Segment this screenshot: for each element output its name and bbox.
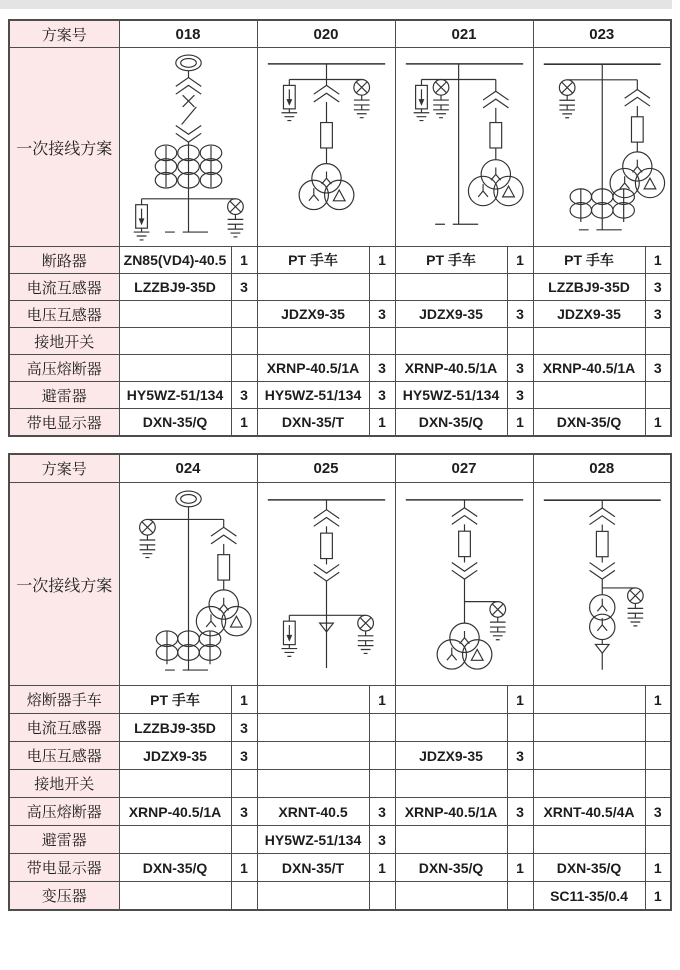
qty-cell: 1 bbox=[369, 854, 395, 882]
equipment-label: 电流互感器 bbox=[9, 714, 119, 742]
scheme-number-021: 021 bbox=[395, 20, 533, 48]
model-cell: PT 手车 bbox=[119, 686, 231, 714]
qty-cell bbox=[369, 714, 395, 742]
qty-cell: 1 bbox=[645, 409, 671, 437]
model-cell bbox=[395, 686, 507, 714]
qty-cell: 1 bbox=[369, 247, 395, 274]
model-cell: JDZX9-35 bbox=[119, 742, 231, 770]
model-cell: DXN-35/Q bbox=[533, 409, 645, 437]
model-cell: LZZBJ9-35D bbox=[119, 714, 231, 742]
model-cell: HY5WZ-51/134 bbox=[395, 382, 507, 409]
qty-cell bbox=[231, 301, 257, 328]
qty-cell bbox=[369, 882, 395, 911]
qty-cell: 1 bbox=[507, 247, 533, 274]
equipment-label: 熔断器手车 bbox=[9, 686, 119, 714]
model-cell: DXN-35/Q bbox=[533, 854, 645, 882]
model-cell: ZN85(VD4)-40.5 bbox=[119, 247, 231, 274]
equipment-label: 避雷器 bbox=[9, 382, 119, 409]
qty-cell: 3 bbox=[231, 382, 257, 409]
model-cell: XRNP-40.5/1A bbox=[119, 798, 231, 826]
qty-cell bbox=[231, 826, 257, 854]
equipment-label: 接地开关 bbox=[9, 770, 119, 798]
equipment-row bbox=[9, 798, 671, 826]
qty-cell: 1 bbox=[645, 247, 671, 274]
equipment-row bbox=[9, 355, 671, 382]
model-cell bbox=[533, 686, 645, 714]
qty-cell bbox=[369, 274, 395, 301]
model-cell: XRNP-40.5/1A bbox=[533, 355, 645, 382]
scheme-number-024: 024 bbox=[119, 454, 257, 483]
model-cell bbox=[119, 770, 231, 798]
qty-cell: 1 bbox=[507, 686, 533, 714]
model-cell bbox=[119, 301, 231, 328]
model-cell bbox=[257, 714, 369, 742]
equipment-row bbox=[9, 826, 671, 854]
model-cell bbox=[395, 714, 507, 742]
qty-cell: 3 bbox=[231, 274, 257, 301]
qty-cell bbox=[231, 882, 257, 911]
equipment-row bbox=[9, 301, 671, 328]
scheme-table-top bbox=[8, 19, 672, 437]
model-cell bbox=[119, 826, 231, 854]
equipment-row bbox=[9, 770, 671, 798]
model-cell: HY5WZ-51/134 bbox=[119, 382, 231, 409]
equipment-label: 接地开关 bbox=[9, 328, 119, 355]
model-cell bbox=[119, 328, 231, 355]
model-cell bbox=[257, 274, 369, 301]
model-cell bbox=[395, 882, 507, 911]
equipment-label: 电压互感器 bbox=[9, 742, 119, 770]
qty-cell: 3 bbox=[507, 798, 533, 826]
model-cell bbox=[257, 882, 369, 911]
equipment-label: 高压熔断器 bbox=[9, 798, 119, 826]
model-cell bbox=[119, 882, 231, 911]
equipment-row bbox=[9, 854, 671, 882]
model-cell bbox=[119, 355, 231, 382]
model-cell bbox=[395, 770, 507, 798]
equipment-row bbox=[9, 328, 671, 355]
qty-cell bbox=[645, 770, 671, 798]
equipment-label: 电流互感器 bbox=[9, 274, 119, 301]
qty-cell: 1 bbox=[645, 882, 671, 911]
model-cell bbox=[257, 770, 369, 798]
qty-cell: 1 bbox=[507, 854, 533, 882]
qty-cell: 1 bbox=[645, 686, 671, 714]
scheme-number-023: 023 bbox=[533, 20, 671, 48]
equipment-row bbox=[9, 409, 671, 437]
qty-cell: 1 bbox=[369, 409, 395, 437]
diagram-cell-028 bbox=[533, 483, 671, 686]
scheme-018-diagram bbox=[122, 48, 255, 246]
model-cell: JDZX9-35 bbox=[395, 301, 507, 328]
qty-cell: 1 bbox=[507, 409, 533, 437]
diagram-row bbox=[9, 48, 671, 247]
model-cell: LZZBJ9-35D bbox=[533, 274, 645, 301]
model-cell bbox=[257, 686, 369, 714]
scheme-number-020: 020 bbox=[257, 20, 395, 48]
diagram-row bbox=[9, 483, 671, 686]
equipment-row bbox=[9, 882, 671, 911]
model-cell bbox=[257, 742, 369, 770]
diagram-cell-021 bbox=[395, 48, 533, 247]
qty-cell bbox=[231, 328, 257, 355]
qty-cell: 1 bbox=[231, 247, 257, 274]
qty-cell bbox=[369, 742, 395, 770]
diagram-cell-018 bbox=[119, 48, 257, 247]
model-cell: DXN-35/Q bbox=[119, 409, 231, 437]
qty-cell: 3 bbox=[231, 742, 257, 770]
equipment-row bbox=[9, 274, 671, 301]
diagram-cell-020 bbox=[257, 48, 395, 247]
model-cell: DXN-35/Q bbox=[119, 854, 231, 882]
model-cell: PT 手车 bbox=[257, 247, 369, 274]
qty-cell bbox=[645, 382, 671, 409]
model-cell: DXN-35/Q bbox=[395, 409, 507, 437]
qty-cell: 3 bbox=[231, 714, 257, 742]
qty-cell: 3 bbox=[645, 301, 671, 328]
qty-cell: 3 bbox=[231, 798, 257, 826]
qty-cell: 3 bbox=[645, 355, 671, 382]
equipment-label: 避雷器 bbox=[9, 826, 119, 854]
scheme-table-bottom bbox=[8, 453, 672, 911]
qty-cell: 3 bbox=[645, 798, 671, 826]
model-cell: XRNP-40.5/1A bbox=[395, 798, 507, 826]
qty-cell bbox=[369, 770, 395, 798]
diagram-cell-025 bbox=[257, 483, 395, 686]
equipment-row bbox=[9, 247, 671, 274]
qty-cell: 1 bbox=[645, 854, 671, 882]
qty-cell: 3 bbox=[507, 742, 533, 770]
scheme-number-027: 027 bbox=[395, 454, 533, 483]
model-cell: HY5WZ-51/134 bbox=[257, 826, 369, 854]
qty-cell: 1 bbox=[231, 854, 257, 882]
model-cell: DXN-35/Q bbox=[395, 854, 507, 882]
scheme-no-header: 方案号 bbox=[9, 20, 119, 48]
scheme-number-025: 025 bbox=[257, 454, 395, 483]
qty-cell: 3 bbox=[507, 301, 533, 328]
model-cell: XRNT-40.5/4A bbox=[533, 798, 645, 826]
model-cell: JDZX9-35 bbox=[533, 301, 645, 328]
model-cell: SC11-35/0.4 bbox=[533, 882, 645, 911]
model-cell bbox=[395, 826, 507, 854]
qty-cell bbox=[369, 328, 395, 355]
qty-cell: 3 bbox=[507, 355, 533, 382]
equipment-label: 高压熔断器 bbox=[9, 355, 119, 382]
model-cell: XRNT-40.5 bbox=[257, 798, 369, 826]
equipment-label: 变压器 bbox=[9, 882, 119, 911]
scheme-header-row bbox=[9, 454, 671, 483]
model-cell: PT 手车 bbox=[395, 247, 507, 274]
catalog-page bbox=[0, 9, 680, 911]
model-cell bbox=[395, 274, 507, 301]
scheme-023-diagram bbox=[536, 48, 669, 246]
qty-cell bbox=[507, 714, 533, 742]
model-cell: DXN-35/T bbox=[257, 854, 369, 882]
model-cell: XRNP-40.5/1A bbox=[257, 355, 369, 382]
scheme-020-diagram bbox=[260, 48, 393, 246]
diagram-cell-024 bbox=[119, 483, 257, 686]
qty-cell: 1 bbox=[369, 686, 395, 714]
model-cell: XRNP-40.5/1A bbox=[395, 355, 507, 382]
qty-cell bbox=[231, 770, 257, 798]
qty-cell bbox=[507, 274, 533, 301]
page-top-strip bbox=[0, 0, 672, 9]
model-cell bbox=[533, 328, 645, 355]
model-cell: JDZX9-35 bbox=[257, 301, 369, 328]
model-cell bbox=[257, 328, 369, 355]
qty-cell bbox=[507, 882, 533, 911]
model-cell bbox=[533, 770, 645, 798]
qty-cell bbox=[645, 826, 671, 854]
qty-cell bbox=[507, 826, 533, 854]
qty-cell: 3 bbox=[507, 382, 533, 409]
qty-cell bbox=[507, 328, 533, 355]
scheme-header-row bbox=[9, 20, 671, 48]
equipment-label: 电压互感器 bbox=[9, 301, 119, 328]
model-cell: JDZX9-35 bbox=[395, 742, 507, 770]
model-cell bbox=[533, 382, 645, 409]
qty-cell: 3 bbox=[369, 382, 395, 409]
qty-cell bbox=[507, 770, 533, 798]
qty-cell bbox=[645, 742, 671, 770]
diagram-row-label: 一次接线方案 bbox=[9, 48, 119, 247]
scheme-025-diagram bbox=[260, 484, 393, 684]
scheme-027-diagram bbox=[398, 484, 531, 684]
equipment-label: 带电显示器 bbox=[9, 409, 119, 437]
qty-cell bbox=[645, 328, 671, 355]
qty-cell: 3 bbox=[369, 798, 395, 826]
qty-cell: 3 bbox=[369, 301, 395, 328]
equipment-row bbox=[9, 686, 671, 714]
model-cell bbox=[533, 714, 645, 742]
diagram-cell-023 bbox=[533, 48, 671, 247]
model-cell: HY5WZ-51/134 bbox=[257, 382, 369, 409]
model-cell bbox=[395, 328, 507, 355]
qty-cell: 3 bbox=[645, 274, 671, 301]
model-cell: PT 手车 bbox=[533, 247, 645, 274]
diagram-row-label: 一次接线方案 bbox=[9, 483, 119, 686]
equipment-row bbox=[9, 714, 671, 742]
scheme-028-diagram bbox=[536, 484, 669, 684]
scheme-number-018: 018 bbox=[119, 20, 257, 48]
equipment-row bbox=[9, 382, 671, 409]
qty-cell: 3 bbox=[369, 826, 395, 854]
equipment-label: 断路器 bbox=[9, 247, 119, 274]
model-cell: DXN-35/T bbox=[257, 409, 369, 437]
qty-cell: 3 bbox=[369, 355, 395, 382]
scheme-024-diagram bbox=[122, 484, 255, 684]
qty-cell bbox=[231, 355, 257, 382]
model-cell bbox=[533, 826, 645, 854]
equipment-row bbox=[9, 742, 671, 770]
qty-cell bbox=[645, 714, 671, 742]
model-cell: LZZBJ9-35D bbox=[119, 274, 231, 301]
equipment-label: 带电显示器 bbox=[9, 854, 119, 882]
diagram-cell-027 bbox=[395, 483, 533, 686]
scheme-021-diagram bbox=[398, 48, 531, 246]
scheme-no-header: 方案号 bbox=[9, 454, 119, 483]
model-cell bbox=[533, 742, 645, 770]
qty-cell: 1 bbox=[231, 409, 257, 437]
qty-cell: 1 bbox=[231, 686, 257, 714]
scheme-number-028: 028 bbox=[533, 454, 671, 483]
